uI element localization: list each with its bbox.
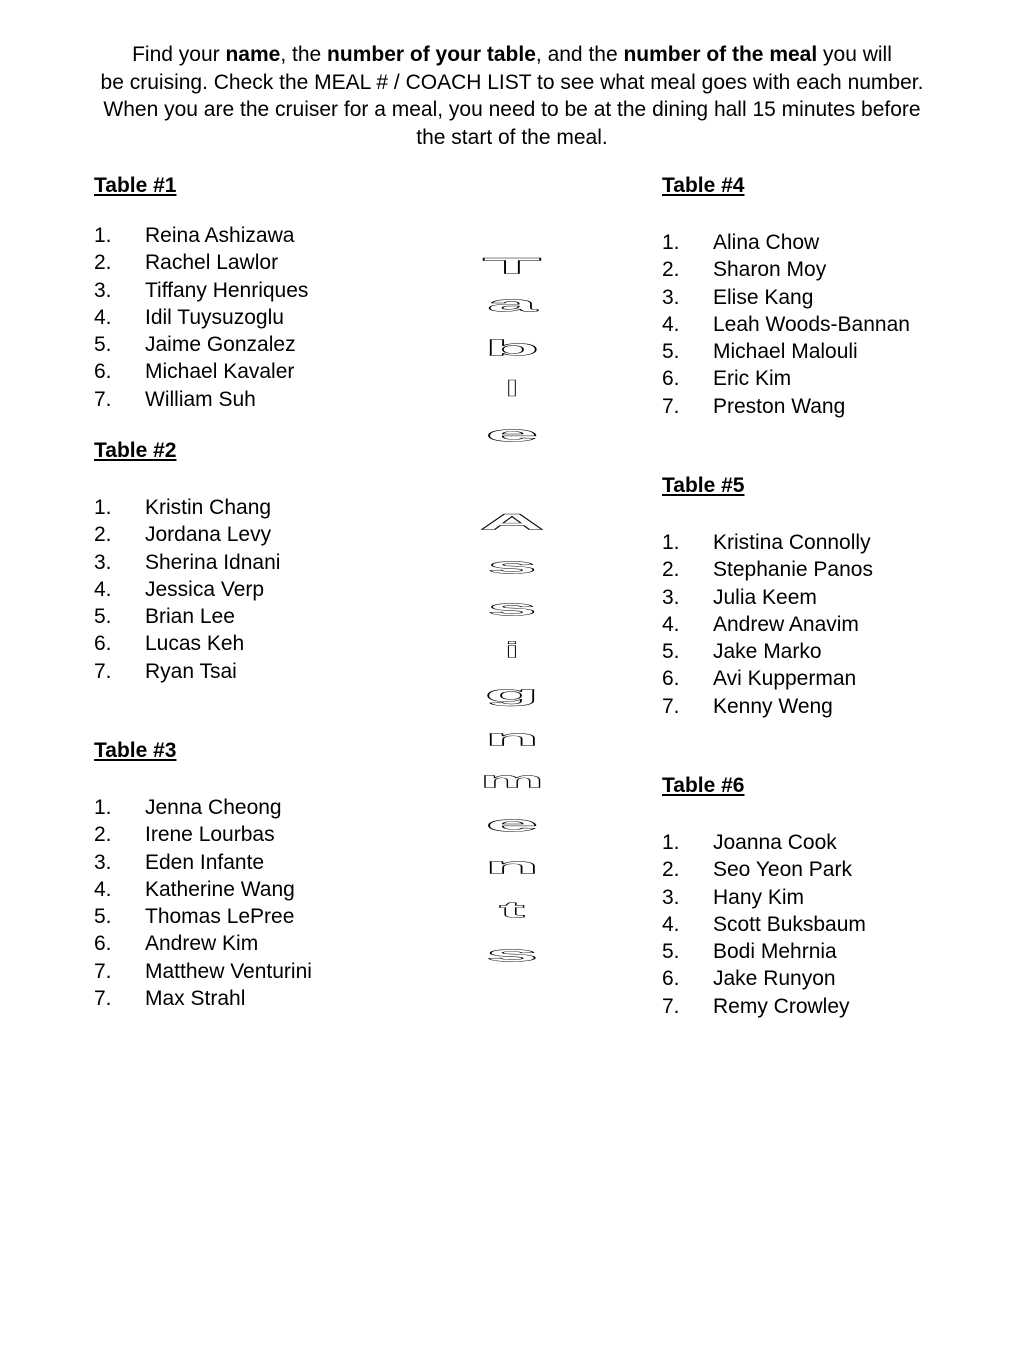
list-item: 5. Bodi Mehrnia bbox=[662, 940, 837, 964]
list-item: 3. Julia Keem bbox=[662, 585, 817, 609]
vertical-title-letter: m bbox=[479, 767, 545, 793]
list-item: 3. Hany Kim bbox=[662, 885, 805, 909]
list-item: 1. Alina Chow bbox=[662, 231, 820, 254]
table-2-list bbox=[94, 494, 414, 685]
list-item: 6. Michael Kavaler bbox=[94, 360, 295, 384]
table-5-block bbox=[662, 474, 982, 720]
vertical-title-letter: t bbox=[499, 897, 525, 923]
list-item: 7. Ryan Tsai bbox=[94, 659, 237, 683]
list-item: 5. Thomas LePree bbox=[94, 905, 295, 929]
list-item: 4. Katherine Wang bbox=[94, 877, 295, 901]
list-item: 6. Avi Kupperman bbox=[662, 667, 857, 691]
list-item: 4. Idil Tuysuzoglu bbox=[94, 305, 284, 329]
list-item: 1. Kristina Connolly bbox=[662, 531, 871, 554]
list-item: 2. Stephanie Panos bbox=[662, 558, 873, 582]
list-item: 7. Kenny Weng bbox=[662, 694, 833, 718]
list-item: 6. Andrew Kim bbox=[94, 932, 259, 956]
list-item: 4. Leah Woods-Bannan bbox=[662, 312, 910, 336]
instructions-line-4: the start of the meal. bbox=[416, 125, 608, 149]
vertical-title-letter: s bbox=[485, 941, 539, 967]
instructions-line-1: Find your name, the number of your table, and the number of the meal you will bbox=[132, 43, 892, 66]
table-3-block bbox=[94, 739, 414, 1012]
table-1-block bbox=[94, 174, 414, 413]
table-assignments-vertical-title bbox=[462, 236, 562, 976]
table-6-list bbox=[662, 829, 982, 1020]
table-4-block bbox=[662, 174, 982, 420]
instructions-line-2: be cruising. Check the MEAL # / COACH LIST to see what meal goes with each number. bbox=[100, 70, 924, 94]
list-item: 1. Jenna Cheong bbox=[94, 796, 282, 819]
list-item: 1. Kristin Chang bbox=[94, 496, 272, 519]
list-item: 7. Remy Crowley bbox=[662, 994, 850, 1018]
list-item: 6. Lucas Keh bbox=[94, 632, 245, 656]
list-item: 2. Seo Yeon Park bbox=[662, 858, 852, 882]
vertical-title-graphic bbox=[462, 236, 562, 976]
list-item: 6. Jake Runyon bbox=[662, 967, 836, 991]
list-item: 4. Jessica Verp bbox=[94, 577, 265, 601]
list-item: 5. Michael Malouli bbox=[662, 340, 858, 364]
table-1-title: Table #1 bbox=[94, 174, 177, 197]
vertical-title-letter: e bbox=[485, 421, 539, 447]
list-item: 4. Andrew Anavim bbox=[662, 612, 859, 636]
table-3-list bbox=[94, 794, 414, 1012]
list-item: 5. Brian Lee bbox=[94, 605, 235, 629]
list-item: 2. Rachel Lawlor bbox=[94, 251, 279, 275]
list-item: 1. Joanna Cook bbox=[662, 831, 837, 854]
table-4-list bbox=[662, 229, 982, 420]
list-item: 7. Max Strahl bbox=[94, 987, 246, 1011]
vertical-title-letter: e bbox=[485, 811, 539, 837]
list-item: 5. Jake Marko bbox=[662, 640, 822, 664]
instructions-line-3: When you are the cruiser for a meal, you need to be at the dining hall 15 minutes before bbox=[103, 98, 921, 121]
table-5-title: Table #5 bbox=[662, 474, 745, 497]
list-item: 3. Elise Kang bbox=[662, 285, 814, 309]
vertical-title-letter: A bbox=[479, 509, 545, 535]
emphasis-table-number: number of your table bbox=[327, 43, 536, 66]
vertical-title-letter: T bbox=[482, 253, 542, 279]
vertical-title-letter: s bbox=[486, 553, 538, 579]
table-6-title: Table #6 bbox=[662, 774, 745, 797]
table-3-title: Table #3 bbox=[94, 739, 177, 762]
list-item: 2. Jordana Levy bbox=[94, 523, 272, 547]
list-item: 3. Eden Infante bbox=[94, 850, 265, 874]
left-column bbox=[94, 174, 414, 1014]
table-2-title: Table #2 bbox=[94, 439, 177, 462]
list-item: 7. Preston Wang bbox=[662, 394, 846, 418]
vertical-title-letter: n bbox=[484, 853, 540, 879]
list-item: 2. Sharon Moy bbox=[662, 258, 827, 282]
list-item: 3. Sherina Idnani bbox=[94, 550, 281, 574]
table-2-block bbox=[94, 439, 414, 685]
table-4-title: Table #4 bbox=[662, 174, 745, 197]
list-item: 1. Reina Ashizawa bbox=[94, 224, 295, 247]
vertical-title-letter: l bbox=[505, 375, 519, 401]
table-1-list bbox=[94, 222, 414, 413]
list-item: 7. William Suh bbox=[94, 387, 256, 411]
instructions-paragraph bbox=[40, 41, 984, 151]
list-item: 7. Matthew Venturini bbox=[94, 959, 312, 983]
vertical-title-letter: n bbox=[484, 725, 540, 751]
vertical-title-letter: i bbox=[504, 637, 520, 663]
list-item: 3. Tiffany Henriques bbox=[94, 278, 309, 302]
table-5-list bbox=[662, 529, 982, 720]
right-column bbox=[662, 174, 982, 1024]
emphasis-meal-number: number of the meal bbox=[623, 43, 818, 66]
vertical-title-letter: s bbox=[486, 595, 538, 621]
list-item: 4. Scott Buksbaum bbox=[662, 912, 866, 936]
vertical-title-letter: g bbox=[484, 681, 540, 707]
list-item: 5. Jaime Gonzalez bbox=[94, 333, 296, 357]
table-6-block bbox=[662, 774, 982, 1020]
list-item: 6. Eric Kim bbox=[662, 367, 792, 391]
vertical-title-letter: b bbox=[484, 335, 540, 361]
list-item: 2. Irene Lourbas bbox=[94, 823, 275, 847]
vertical-title-letter: a bbox=[486, 291, 538, 317]
emphasis-name: name bbox=[225, 43, 281, 66]
